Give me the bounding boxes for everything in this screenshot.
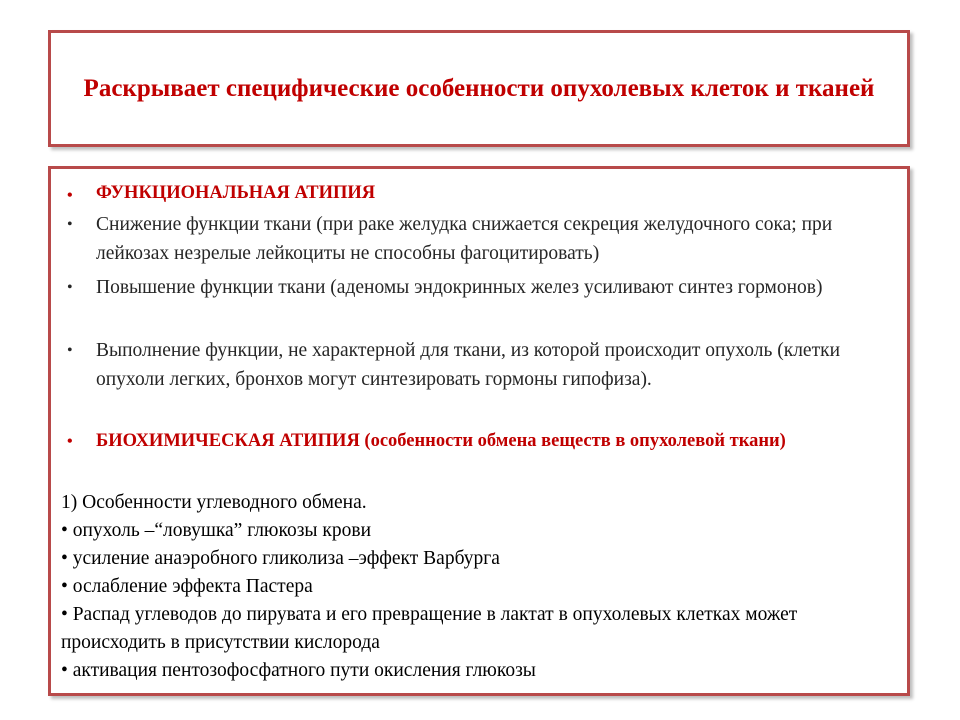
bullet-marker: •	[67, 216, 73, 233]
text-line: 1) Особенности углеводного обмена.	[61, 492, 367, 513]
title-box	[48, 30, 910, 147]
bullet-marker: •	[67, 279, 73, 296]
slide-title: Раскрывает специфические особенности опухолевых клеток и тканей	[83, 74, 875, 102]
text-line: • активация пентозофосфатного пути окисления глюкозы	[61, 660, 536, 681]
list-item: Выполнение функции, не характерной для ткани, из которой происходит опухоль (клетки опухоли легких, бронхов могут синтезировать гормоны гипофиза).	[96, 340, 841, 390]
bullet-marker: •	[67, 433, 73, 450]
content-box	[48, 166, 910, 696]
text-line: • ослабление эффекта Пастера	[61, 576, 313, 597]
bullet-marker: •	[67, 342, 73, 359]
text-line: • усиление анаэробного гликолиза –эффект Варбурга	[61, 548, 500, 569]
list-item: Снижение функции ткани (при раке желудка снижается секреция желудочного сока; при лейкозах незрелые лейкоциты не способны фагоцитировать)	[96, 214, 833, 264]
heading-biochemical-atypia: БИОХИМИЧЕСКАЯ АТИПИЯ (особенности обмена веществ в опухолевой ткани)	[96, 431, 786, 451]
bullet-marker: •	[67, 187, 73, 204]
heading-functional-atypia: ФУНКЦИОНАЛЬНАЯ АТИПИЯ	[96, 183, 376, 203]
list-item: Повышение функции ткани (аденомы эндокринных желез усиливают синтез гормонов)	[96, 277, 823, 298]
text-line: • Распад углеводов до пирувата и его превращение в лактат в опухолевых клетках может происходить в присутствии кислорода	[61, 604, 798, 653]
text-line: • опухоль –“ловушка” глюкозы крови	[61, 520, 372, 541]
